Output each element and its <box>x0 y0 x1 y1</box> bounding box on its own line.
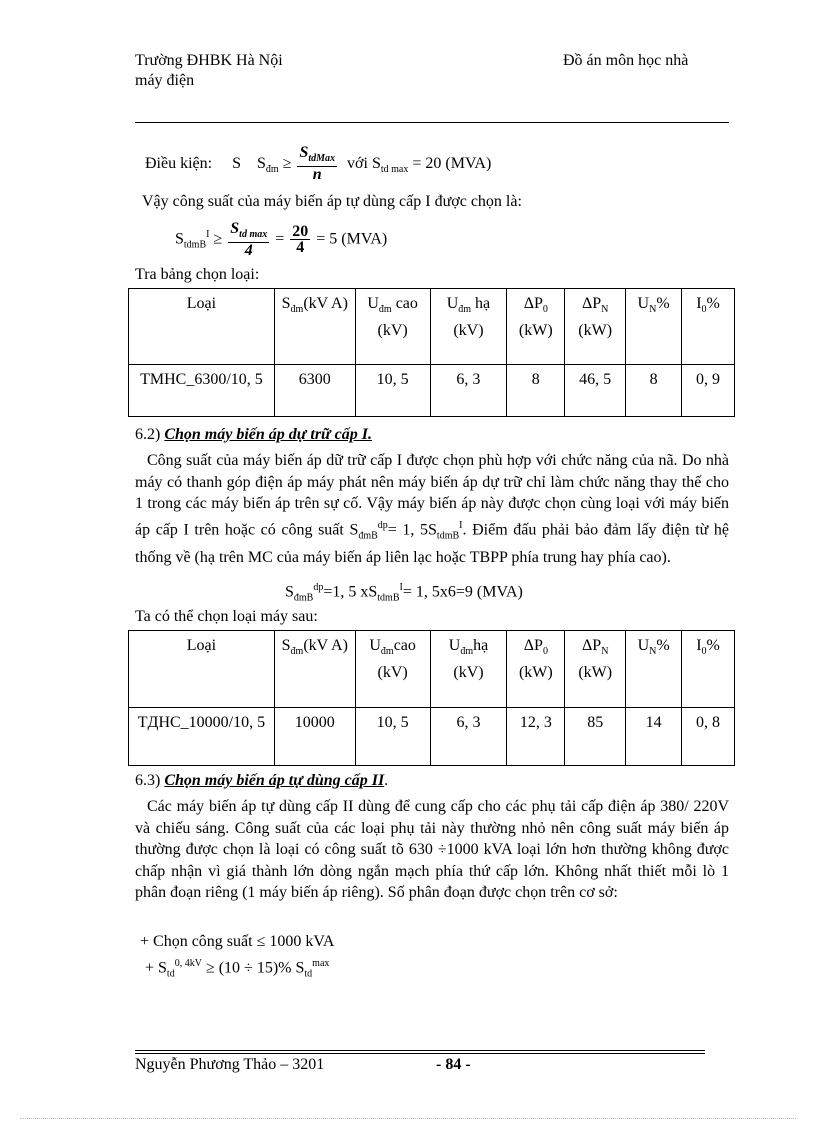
header-course: Đồ án môn học nhà <box>563 52 689 69</box>
cell-un: 8 <box>626 365 682 417</box>
transformer-table-2 <box>128 630 735 766</box>
cell-ucao: 10, 5 <box>355 708 430 766</box>
col-dp0: $\Delta P_0$ (kW) <box>507 631 565 708</box>
footer-rule <box>135 1050 705 1051</box>
table2-caption: Ta có thể chọn loại máy sau: <box>135 608 318 625</box>
cell-sdm: 10000 <box>274 708 355 766</box>
footer-rule-2 <box>135 1053 705 1054</box>
col-sdm: $S_{đm}(kV$ A) <box>274 631 355 708</box>
condition-line: Điều kiện: S $S_{đm}$ ≥ $\frac{S_{tdMax}}{n}$ với $S_{td max} = 20$ (MVA) <box>145 144 492 184</box>
page-edge <box>20 1118 796 1119</box>
header-school: Trường ĐHBK Hà Nội <box>135 52 283 69</box>
cell-i0: 0, 9 <box>682 365 735 417</box>
table-row <box>129 365 735 417</box>
cell-ucao: 10, 5 <box>355 365 430 417</box>
cell-loai: TMHC_6300/10, 5 <box>129 365 275 417</box>
section-6-2-paragraph: Công suất của máy biến áp dữ trữ cấp I được chọn phù hợp với chức năng của nã. Do nhà máy có thanh góp điện áp máy phát nên máy biến áp dự trữ chỉ làm chức năng thay thế cho 1 trong các máy biến áp trên sự cố. Vậy máy biến áp này được chọn cùng loại với máy biến áp cấp I trên hoặc có công suất $S_{đmB}^{dp}= 1$, $5S_{tdmB}^I$. Điểm đấu phải bảo đảm lấy điện từ hệ thống về (hạ trên MC của máy biến áp liên lạc hoặc TBPP phía trung hay phía cao). <box>135 452 730 566</box>
cell-uha: 6, 3 <box>430 365 507 417</box>
header-school-cont: máy điện <box>135 72 195 89</box>
table1-caption: Tra bảng chọn loại: <box>135 266 260 283</box>
formula-2: $S_{đmB}^{dp}=1$, 5 $xS_{tdmB}^I= 1$, 5x6=9 (MVA) <box>285 582 523 604</box>
col-i0: $I_0\%$ <box>682 289 735 365</box>
table-header-row <box>129 289 735 365</box>
col-loai: Loại <box>129 631 275 708</box>
condition-fraction: $\frac{S_{tdMax}}{n}$ <box>299 144 336 184</box>
col-dpn: $\Delta P_N$ (kW) <box>565 289 626 365</box>
col-loai: Loại <box>129 289 275 365</box>
bullet-ratio: + $S_{td}^{0, 4kV} \ge (10 \div 15)\%$ $S_{td}^{max}$ <box>145 958 330 980</box>
page-number: - 84 - <box>436 1056 471 1073</box>
col-uha: $U_{đm}hạ$ (kV) <box>430 631 507 708</box>
col-dpn: $\Delta P_N$ (kW) <box>565 631 626 708</box>
col-un: $U_N\%$ <box>626 631 682 708</box>
col-sdm: $S_{đm}(kV$ A) <box>274 289 355 365</box>
cell-loai: TДHC_10000/10, 5 <box>129 708 275 766</box>
cell-un: 14 <box>626 708 682 766</box>
col-dp0: $\Delta P_0$ (kW) <box>507 289 565 365</box>
col-ucao: $U_{đm}cao$ (kV) <box>355 631 430 708</box>
section-6-3-heading: 6.3) Chọn máy biến áp tự dùng cấp II. <box>135 772 389 789</box>
bullet-power: + Chọn công suất ≤ 1000 kVA <box>140 933 335 950</box>
cell-dp0: 12, 3 <box>507 708 565 766</box>
formula-1: $S_{tdmB}^I$ ≥ $\frac{S_{td max}}{4}$ = $\frac{20}{4}$ = 5 (MVA) <box>175 219 388 259</box>
col-ucao: $U_{đm}$ cao (kV) <box>355 289 430 365</box>
table-row <box>129 708 735 766</box>
col-un: $U_N\%$ <box>626 289 682 365</box>
cell-sdm: 6300 <box>274 365 355 417</box>
transformer-table-1 <box>128 288 735 417</box>
cell-dpn: 85 <box>565 708 626 766</box>
footer-author: Nguyễn Phương Thảo – 3201 <box>135 1056 325 1073</box>
section-6-3-paragraph: Các máy biến áp tự dùng cấp II dùng để cung cấp cho các phụ tải cấp điện áp 380/ 220V và chiếu sáng. Công suất của các loại phụ tải này thường nhỏ nên công suất máy biến áp thường được chọn là loại có công suất tõ 630 ÷1000 kVA loại lớn hơn thường không được chấp nhận vì giá thành lớn dòng ngắn mạch phía thứ cấp lớn. Không nhất thiết mỗi lò 1 phân đoạn riêng (1 máy biến áp riêng). Số phân đoạn được chọn trên cơ sở: <box>135 798 729 901</box>
cell-i0: 0, 8 <box>682 708 735 766</box>
header-rule <box>135 122 729 123</box>
col-uha: $U_{đm}$ hạ (kV) <box>430 289 507 365</box>
select-text: Vậy công suất của máy biến áp tự dùng cấp I được chọn là: <box>142 193 522 210</box>
cell-dpn: 46, 5 <box>565 365 626 417</box>
table-header-row <box>129 631 735 708</box>
col-i0: $I_0\%$ <box>682 631 735 708</box>
section-6-2-heading: 6.2) Chọn máy biến áp dự trữ cấp I. <box>135 426 372 443</box>
cell-uha: 6, 3 <box>430 708 507 766</box>
cell-dp0: 8 <box>507 365 565 417</box>
